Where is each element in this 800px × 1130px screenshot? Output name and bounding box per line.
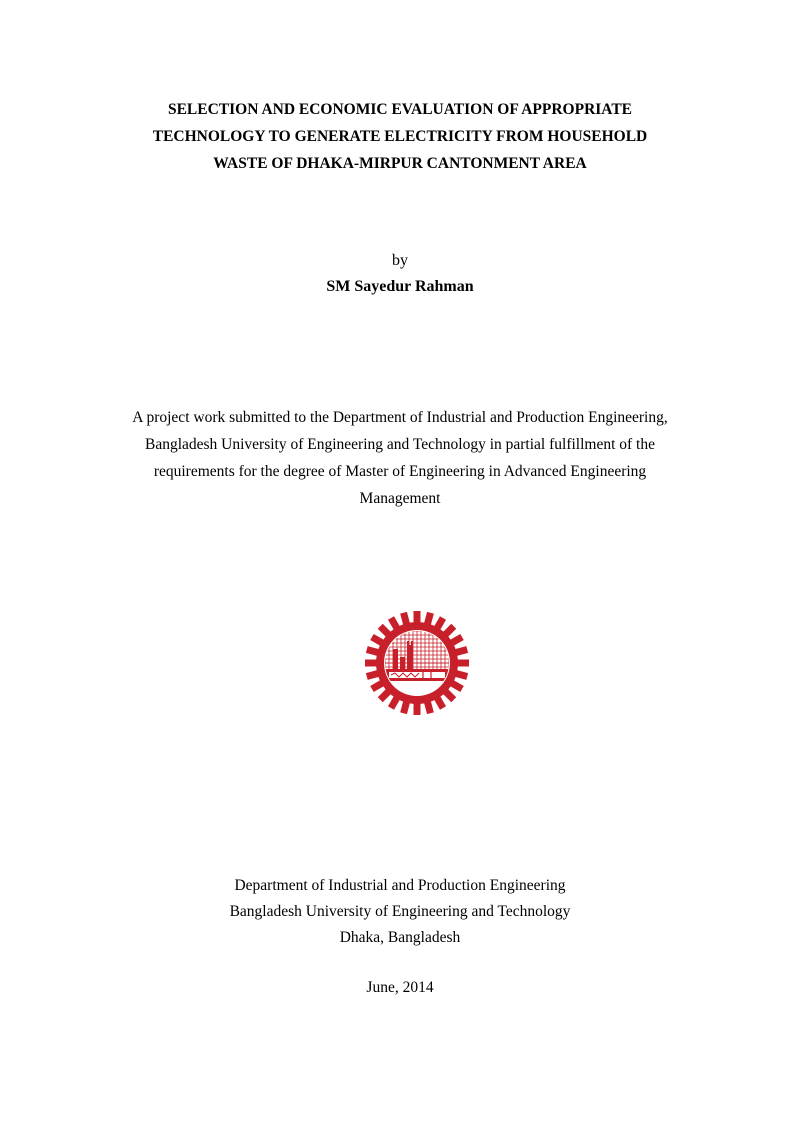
submission-statement <box>0 404 800 512</box>
statement-line: Bangladesh University of Engineering and Technology in partial fulfillment of the <box>144 436 655 453</box>
title-line: SELECTION AND ECONOMIC EVALUATION OF APPROPRIATE <box>167 101 633 118</box>
by-label: by <box>392 252 408 269</box>
institution-block <box>0 873 800 951</box>
statement-line: A project work submitted to the Department of Industrial and Production Engineering, <box>132 409 668 426</box>
location: Dhaka, Bangladesh <box>339 929 461 946</box>
title-line: WASTE OF DHAKA-MIRPUR CANTONMENT AREA <box>213 155 587 172</box>
thesis-title <box>0 96 800 177</box>
university-name: Bangladesh University of Engineering and Technology <box>229 903 571 920</box>
buet-gear-emblem-icon <box>364 606 470 720</box>
submission-date: June, 2014 <box>366 979 434 996</box>
statement-line: Management <box>359 490 441 507</box>
department-name: Department of Industrial and Production Engineering <box>234 877 566 894</box>
statement-line: requirements for the degree of Master of Engineering in Advanced Engineering <box>153 463 647 480</box>
author-name: SM Sayedur Rahman <box>326 278 474 295</box>
title-line: TECHNOLOGY TO GENERATE ELECTRICITY FROM HOUSEHOLD <box>152 128 648 145</box>
